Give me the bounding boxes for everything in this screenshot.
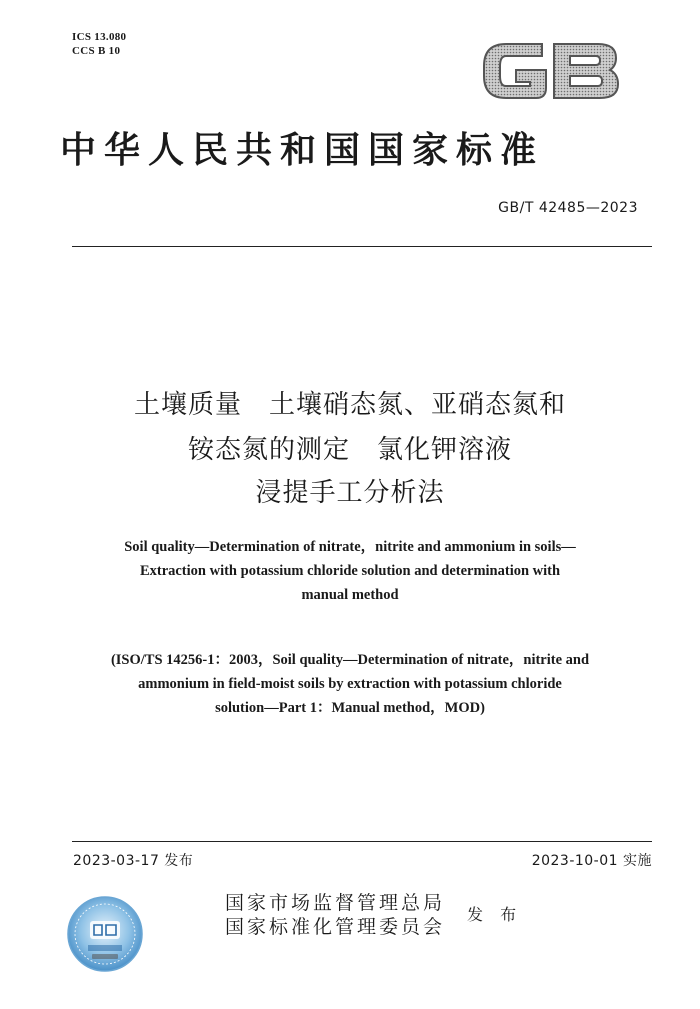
chinese-title-line-1: 土壤质量 土壤硝态氮、亚硝态氮和 xyxy=(133,390,566,420)
issue-date: 2023-03-17 发布 xyxy=(73,853,194,869)
top-divider xyxy=(72,246,652,247)
adoption-note-line-3: solution—Part 1：Manual method，MOD) xyxy=(215,700,485,716)
anti-counterfeit-seal-icon xyxy=(66,895,144,973)
english-title-line-2: Extraction with potassium chloride solution and determination with xyxy=(139,563,561,579)
standard-type-title: 中华人民共和国国家标准 xyxy=(60,129,545,171)
classification-codes xyxy=(72,30,126,58)
adoption-note-line-1: (ISO/TS 14256-1：2003，Soil quality—Determination of nitrate，nitrite and xyxy=(110,652,590,668)
standard-number: GB/T 42485—2023 xyxy=(498,200,638,216)
gb-logo-icon xyxy=(476,36,624,106)
implementation-date: 2023-10-01 实施 xyxy=(531,853,652,869)
english-title-line-1: Soil quality—Determination of nitrate，nitrite and ammonium in soils— xyxy=(124,539,576,555)
bottom-divider xyxy=(72,841,652,842)
chinese-title-line-2: 铵态氮的测定 氯化钾溶液 xyxy=(187,435,512,465)
chinese-title-line-3: 浸提手工分析法 xyxy=(255,478,445,508)
adoption-note-line-2: ammonium in field-moist soils by extraction with potassium chloride xyxy=(138,676,562,692)
issuer-sac: 国家标准化管理委员会 xyxy=(225,916,446,938)
issuer-samr: 国家市场监督管理总局 xyxy=(225,892,446,914)
ics-code: ICS 13.080 xyxy=(72,31,127,43)
issued-label: 发 布 xyxy=(467,905,523,924)
english-title-line-3: manual method xyxy=(301,587,399,603)
ccs-code: CCS B 10 xyxy=(72,45,121,57)
